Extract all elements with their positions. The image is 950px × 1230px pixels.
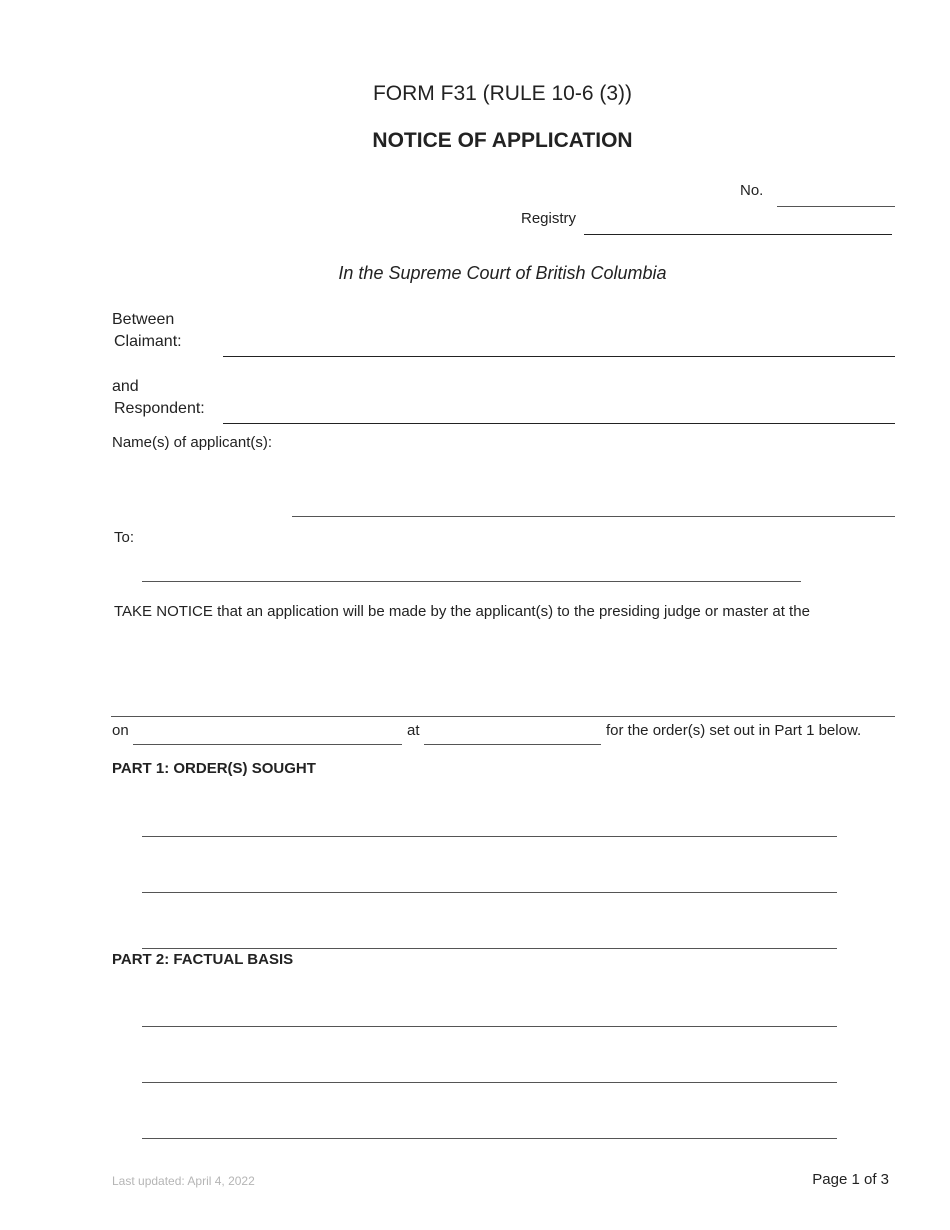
factual-basis-line[interactable]	[142, 1138, 837, 1139]
file-number-label: No.	[740, 182, 764, 199]
orders-text: for the order(s) set out in Part 1 below.	[606, 722, 862, 739]
on-label: on	[112, 722, 129, 739]
registry-label: Registry	[521, 210, 577, 227]
date-field[interactable]	[133, 744, 402, 745]
form-title: NOTICE OF APPLICATION	[372, 129, 633, 152]
court-name: In the Supreme Court of British Columbia	[338, 263, 667, 283]
order-sought-line[interactable]	[142, 836, 837, 837]
page-number: Page 1 of 3	[812, 1171, 889, 1188]
respondent-field[interactable]	[223, 423, 895, 424]
claimant-label: Claimant:	[114, 333, 182, 350]
order-sought-line[interactable]	[142, 948, 837, 949]
time-field[interactable]	[424, 744, 601, 745]
respondent-label: Respondent:	[114, 400, 205, 417]
form-number: FORM F31 (RULE 10-6 (3))	[372, 82, 633, 105]
factual-basis-line[interactable]	[142, 1082, 837, 1083]
order-sought-line[interactable]	[142, 892, 837, 893]
file-number-field[interactable]	[777, 206, 895, 207]
take-notice-text: TAKE NOTICE that an application will be made by the applicant(s) to the presiding judge or master at the	[114, 603, 810, 620]
to-label: To:	[114, 529, 135, 546]
applicants-label: Name(s) of applicant(s):	[112, 434, 273, 451]
to-field[interactable]	[142, 581, 801, 582]
claimant-field[interactable]	[223, 356, 895, 357]
location-field[interactable]	[111, 716, 895, 717]
part2-heading: PART 2: FACTUAL BASIS	[112, 951, 294, 968]
between-label: Between	[112, 311, 175, 328]
part1-heading: PART 1: ORDER(S) SOUGHT	[112, 760, 316, 777]
factual-basis-line[interactable]	[142, 1026, 837, 1027]
applicants-field[interactable]	[292, 516, 895, 517]
last-updated: Last updated: April 4, 2022	[112, 1174, 255, 1188]
at-label: at	[407, 722, 420, 739]
and-label: and	[112, 378, 139, 395]
registry-field[interactable]	[584, 234, 892, 235]
